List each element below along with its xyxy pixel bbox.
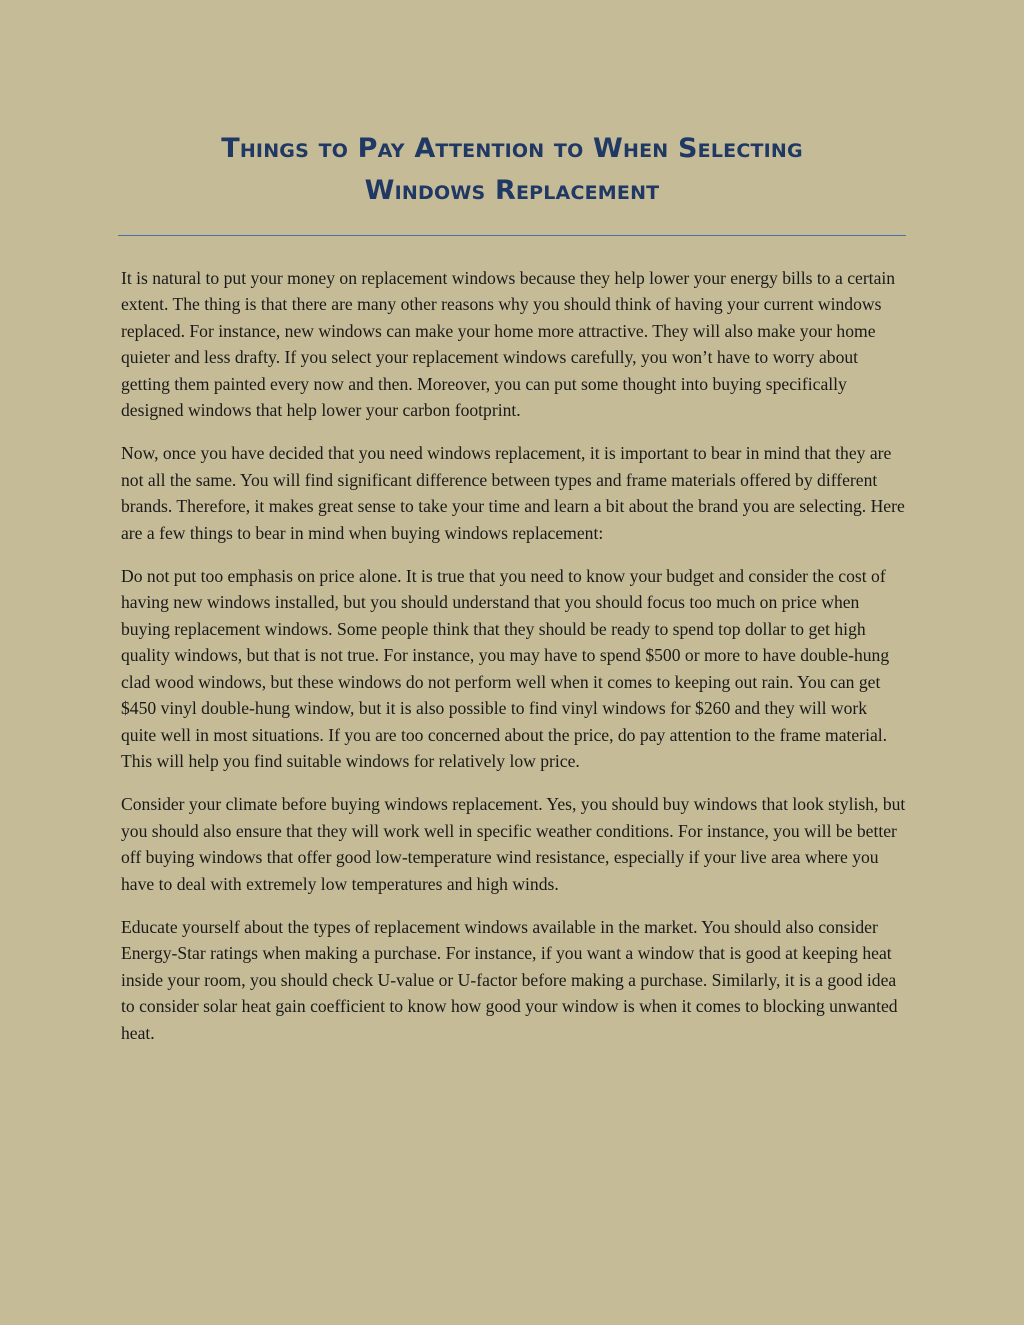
- page-title-line-1: Things to Pay Attention to When Selecting: [221, 133, 803, 164]
- paragraph-3: Do not put too emphasis on price alone. It is true that you need to know your budget and consider the cost of having new windows installed, but you should understand that you should focus too much on price when buying replacement windows. Some people think that they should be ready to spend top dollar to get high quality windows, but that is not true. For instance, you may have to spend $500 or more to have double-hung clad wood windows, but these windows do not perform well when it comes to keeping out rain. You can get $450 vinyl double-hung window, but it is also possible to find vinyl windows for $260 and they will work quite well in most situations. If you are too concerned about the price, do pay attention to the frame material. This will help you find suitable windows for relatively low price.: [121, 566, 890, 771]
- document-body: [121, 265, 906, 1063]
- page-title: [118, 128, 906, 212]
- paragraph-4: Consider your climate before buying windows replacement. Yes, you should buy windows that look stylish, but you should also ensure that they will work well in specific weather conditions. For instance, you will be better off buying windows that offer good low-temperature wind resistance, especially if your live area where you have to deal with extremely low temperatures and high winds.: [121, 794, 906, 894]
- title-divider: [118, 235, 906, 236]
- paragraph-1: It is natural to put your money on replacement windows because they help lower your energy bills to a certain extent. The thing is that there are many other reasons why you should think of having your current windows replaced. For instance, new windows can make your home more attractive. They will also make your home quieter and less drafty. If you select your replacement windows carefully, you won’t have to worry about getting them painted every now and then. Moreover, you can put some thought into buying specifically designed windows that help lower your carbon footprint.: [121, 268, 896, 421]
- page-title-line-2: Windows Replacement: [364, 175, 660, 206]
- paragraph-2: Now, once you have decided that you need windows replacement, it is important to bear in mind that they are not all the same. You will find significant difference between types and frame materials offered by different brands. Therefore, it makes great sense to take your time and learn a bit about the brand you are selecting. Here are a few things to bear in mind when buying windows replacement:: [121, 443, 905, 543]
- paragraph-5: Educate yourself about the types of replacement windows available in the market. You should also consider Energy-Star ratings when making a purchase. For instance, if you want a window that is good at keeping heat inside your room, you should check U-value or U-factor before making a purchase. Similarly, it is a good idea to consider solar heat gain coefficient to know how good your window is when it comes to blocking unwanted heat.: [121, 916, 898, 1043]
